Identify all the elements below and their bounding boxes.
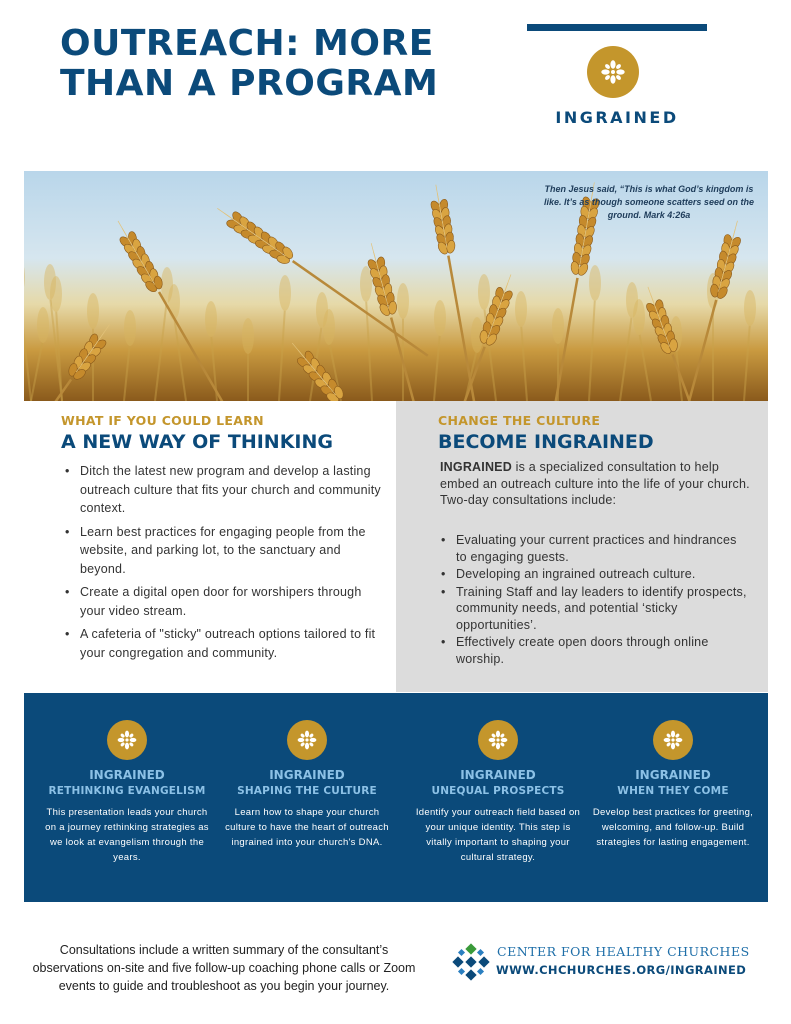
wheat-stalk-bg bbox=[434, 300, 446, 401]
feature-logo bbox=[653, 720, 693, 760]
list-item: • Training Staff and lay leaders to identify prospects, community needs, and potential ‘sticky opportunities’. bbox=[440, 584, 750, 634]
footer-url-link[interactable]: WWW.CHCHURCHES.ORG/INGRAINED bbox=[496, 963, 747, 977]
feature-subtitle: UNEQUAL PROSPECTS bbox=[431, 785, 565, 797]
wheat-stalk-bg bbox=[515, 291, 527, 401]
wheat-head bbox=[663, 218, 748, 401]
left-kicker: WHAT IF YOU COULD LEARN bbox=[61, 413, 264, 428]
feature-logo bbox=[478, 720, 518, 760]
scripture-quote: Then Jesus said, “This is what God’s kingdom is like. It’s as though someone scatters seed on the ground. Mark 4:26a bbox=[544, 184, 754, 220]
wheat-flower-icon bbox=[115, 728, 139, 752]
left-heading: A NEW WAY OF THINKING bbox=[61, 431, 334, 453]
wheat-flower-icon bbox=[661, 728, 685, 752]
list-item: • Ditch the latest new program and develop a lasting outreach culture that fits your church and community context. bbox=[62, 462, 382, 518]
wheat-head bbox=[416, 271, 520, 401]
right-intro bbox=[440, 459, 750, 509]
wheat-stalk-bg bbox=[360, 266, 372, 401]
right-kicker: CHANGE THE CULTURE bbox=[438, 413, 601, 428]
list-item: • Evaluating your current practices and hindrances to engaging guests. bbox=[440, 532, 750, 565]
wheat-head bbox=[109, 216, 252, 401]
wheat-flower-icon bbox=[295, 728, 319, 752]
list-item: • A cafeteria of "sticky" outreach options tailored to fit your congregation and community. bbox=[62, 625, 382, 662]
feature-logo bbox=[107, 720, 147, 760]
wheat-stalk-bg bbox=[279, 275, 291, 401]
wheat-flower-icon bbox=[598, 57, 628, 87]
wheat-stalk-bg bbox=[24, 259, 31, 401]
wheat-stalk-bg bbox=[205, 301, 217, 401]
list-item: • Learn best practices for engaging people from the website, and parking lot, to the sanctuary and beyond. bbox=[62, 523, 382, 579]
feature-brand: INGRAINED bbox=[460, 768, 536, 782]
logo-wordmark: INGRAINED bbox=[555, 108, 679, 127]
feature-description: Learn how to shape your church culture to have the heart of outreach ingrained into your church's DNA. bbox=[225, 807, 389, 848]
feature-brand: INGRAINED bbox=[269, 768, 345, 782]
wheat-stalk-bg bbox=[633, 299, 651, 401]
list-item: • Developing an ingrained outreach culture. bbox=[440, 566, 750, 583]
feature-brand: INGRAINED bbox=[89, 768, 165, 782]
ingrained-logo bbox=[587, 46, 639, 98]
wheat-stalk-bg bbox=[31, 307, 49, 401]
footer-note: Consultations include a written summary of the consultant’s observations on-site and five follow-up coaching phone calls or Zoom events to guide and troubleshoot as you begin your journey. bbox=[32, 943, 416, 993]
wheat-head bbox=[639, 283, 742, 401]
feature-subtitle: SHAPING THE CULTURE bbox=[237, 785, 377, 797]
page-title: OUTREACH: MORE THAN A PROGRAM bbox=[60, 23, 439, 104]
wheat-stalk-bg bbox=[168, 284, 186, 401]
header-rule bbox=[527, 24, 707, 31]
list-item: • Effectively create open doors through online worship. bbox=[440, 634, 750, 667]
wheat-stalk-bg bbox=[620, 282, 638, 401]
intro-text: is a specialized consultation to help embed an outreach culture into the life of your church. Two-day consultations include: bbox=[440, 460, 750, 507]
wheat-stalk-bg bbox=[589, 265, 601, 401]
chc-logo bbox=[452, 943, 490, 986]
left-bullet-list bbox=[62, 462, 382, 667]
footer-org-name: CENTER FOR HEALTHY CHURCHES bbox=[497, 944, 750, 959]
intro-brand: INGRAINED bbox=[440, 460, 512, 474]
wheat-stalk-bg bbox=[242, 318, 254, 401]
feature-subtitle: WHEN THEY COME bbox=[617, 785, 729, 797]
wheat-stalk-bg bbox=[124, 310, 136, 401]
feature-subtitle: RETHINKING EVANGELISM bbox=[48, 785, 206, 797]
wheat-flower-icon bbox=[486, 728, 510, 752]
wheat-stalk-bg bbox=[744, 290, 756, 401]
list-item: • Create a digital open door for worshipers through your video stream. bbox=[62, 583, 382, 620]
hero-image-wheat-field bbox=[24, 171, 768, 401]
cross-diamond-icon bbox=[452, 943, 490, 981]
feature-band bbox=[24, 693, 768, 902]
feature-description: Develop best practices for greeting, welcoming, and follow-up. Build strategies for lasting engagement. bbox=[592, 807, 754, 848]
left-section bbox=[24, 401, 396, 692]
feature-description: This presentation leads your church on a journey rethinking strategies as we look at evangelism through the years. bbox=[45, 807, 209, 863]
right-heading: BECOME INGRAINED bbox=[438, 431, 654, 453]
feature-logo bbox=[287, 720, 327, 760]
feature-description: Identify your outreach field based on your unique identity. This step is vitally important to shaping your cultural strategy. bbox=[415, 807, 581, 863]
right-bullet-list bbox=[440, 532, 750, 668]
right-section bbox=[396, 401, 768, 692]
feature-brand: INGRAINED bbox=[635, 768, 711, 782]
